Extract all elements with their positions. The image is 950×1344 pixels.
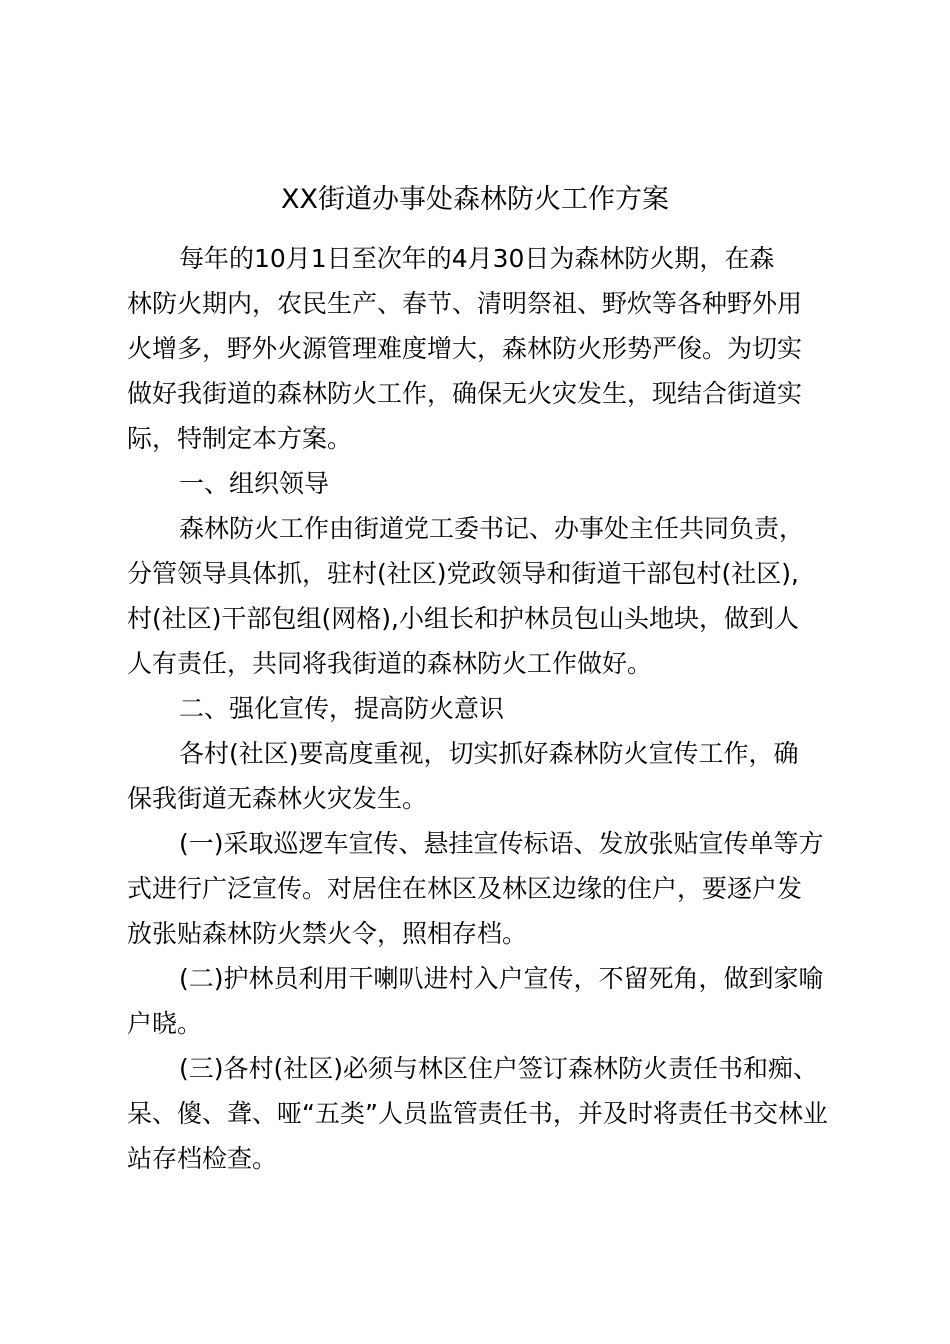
paragraph-line: 分管领导具体抓，驻村(社区)党政领导和街道干部包村(社区), [127, 559, 799, 588]
paragraph-line: (三)各村(社区)必须与林区住户签订森林防火责任书和痴、 [179, 1054, 819, 1083]
paragraph-line: 林防火期内，农民生产、春节、清明祭祖、野炊等各种野外用 [127, 289, 803, 318]
section-heading: 二、强化宣传，提高防火意识 [179, 694, 505, 723]
paragraph-line: 户晓。 [127, 1009, 203, 1038]
paragraph-line: (二)护林员利用干喇叭进村入户宣传，不留死角，做到家喻 [179, 964, 824, 993]
paragraph-line: 火增多，野外火源管理难度增大，森林防火形势严俊。为切实 [127, 334, 803, 363]
paragraph-line: 人有责任，共同将我街道的森林防火工作做好。 [127, 649, 653, 678]
paragraph-line: 式进行广泛宣传。对居住在林区及林区边缘的住户，要逐户发 [127, 874, 803, 903]
paragraph-line: 森林防火工作由街道党工委书记、办事处主任共同负责， [179, 514, 805, 543]
section-heading: 一、组织领导 [179, 469, 330, 498]
paragraph-line: 站存档检查。 [127, 1144, 278, 1173]
paragraph-line: 村(社区)干部包组(网格),小组长和护林员包山头地块，做到人 [127, 604, 799, 633]
paragraph-line: 每年的10月1日至次年的4月30日为森林防火期，在森 [179, 244, 775, 273]
paragraph-line: 各村(社区)要高度重视，切实抓好森林防火宣传工作，确 [179, 739, 799, 768]
document-title: XX街道办事处森林防火工作方案 [281, 184, 669, 215]
paragraph-line: 际，特制定本方案。 [127, 424, 353, 453]
paragraph-line: 呆、傻、聋、哑“五类”人员监管责任书，并及时将责任书交林业 [127, 1099, 828, 1128]
paragraph-line: 放张贴森林防火禁火令，照相存档。 [127, 919, 528, 948]
paragraph-line: 做好我街道的森林防火工作，确保无火灾发生，现结合街道实 [127, 379, 803, 408]
paragraph-line: (一)采取巡逻车宣传、悬挂宣传标语、发放张贴宣传单等方 [179, 829, 824, 858]
paragraph-line: 保我街道无森林火灾发生。 [127, 784, 428, 813]
